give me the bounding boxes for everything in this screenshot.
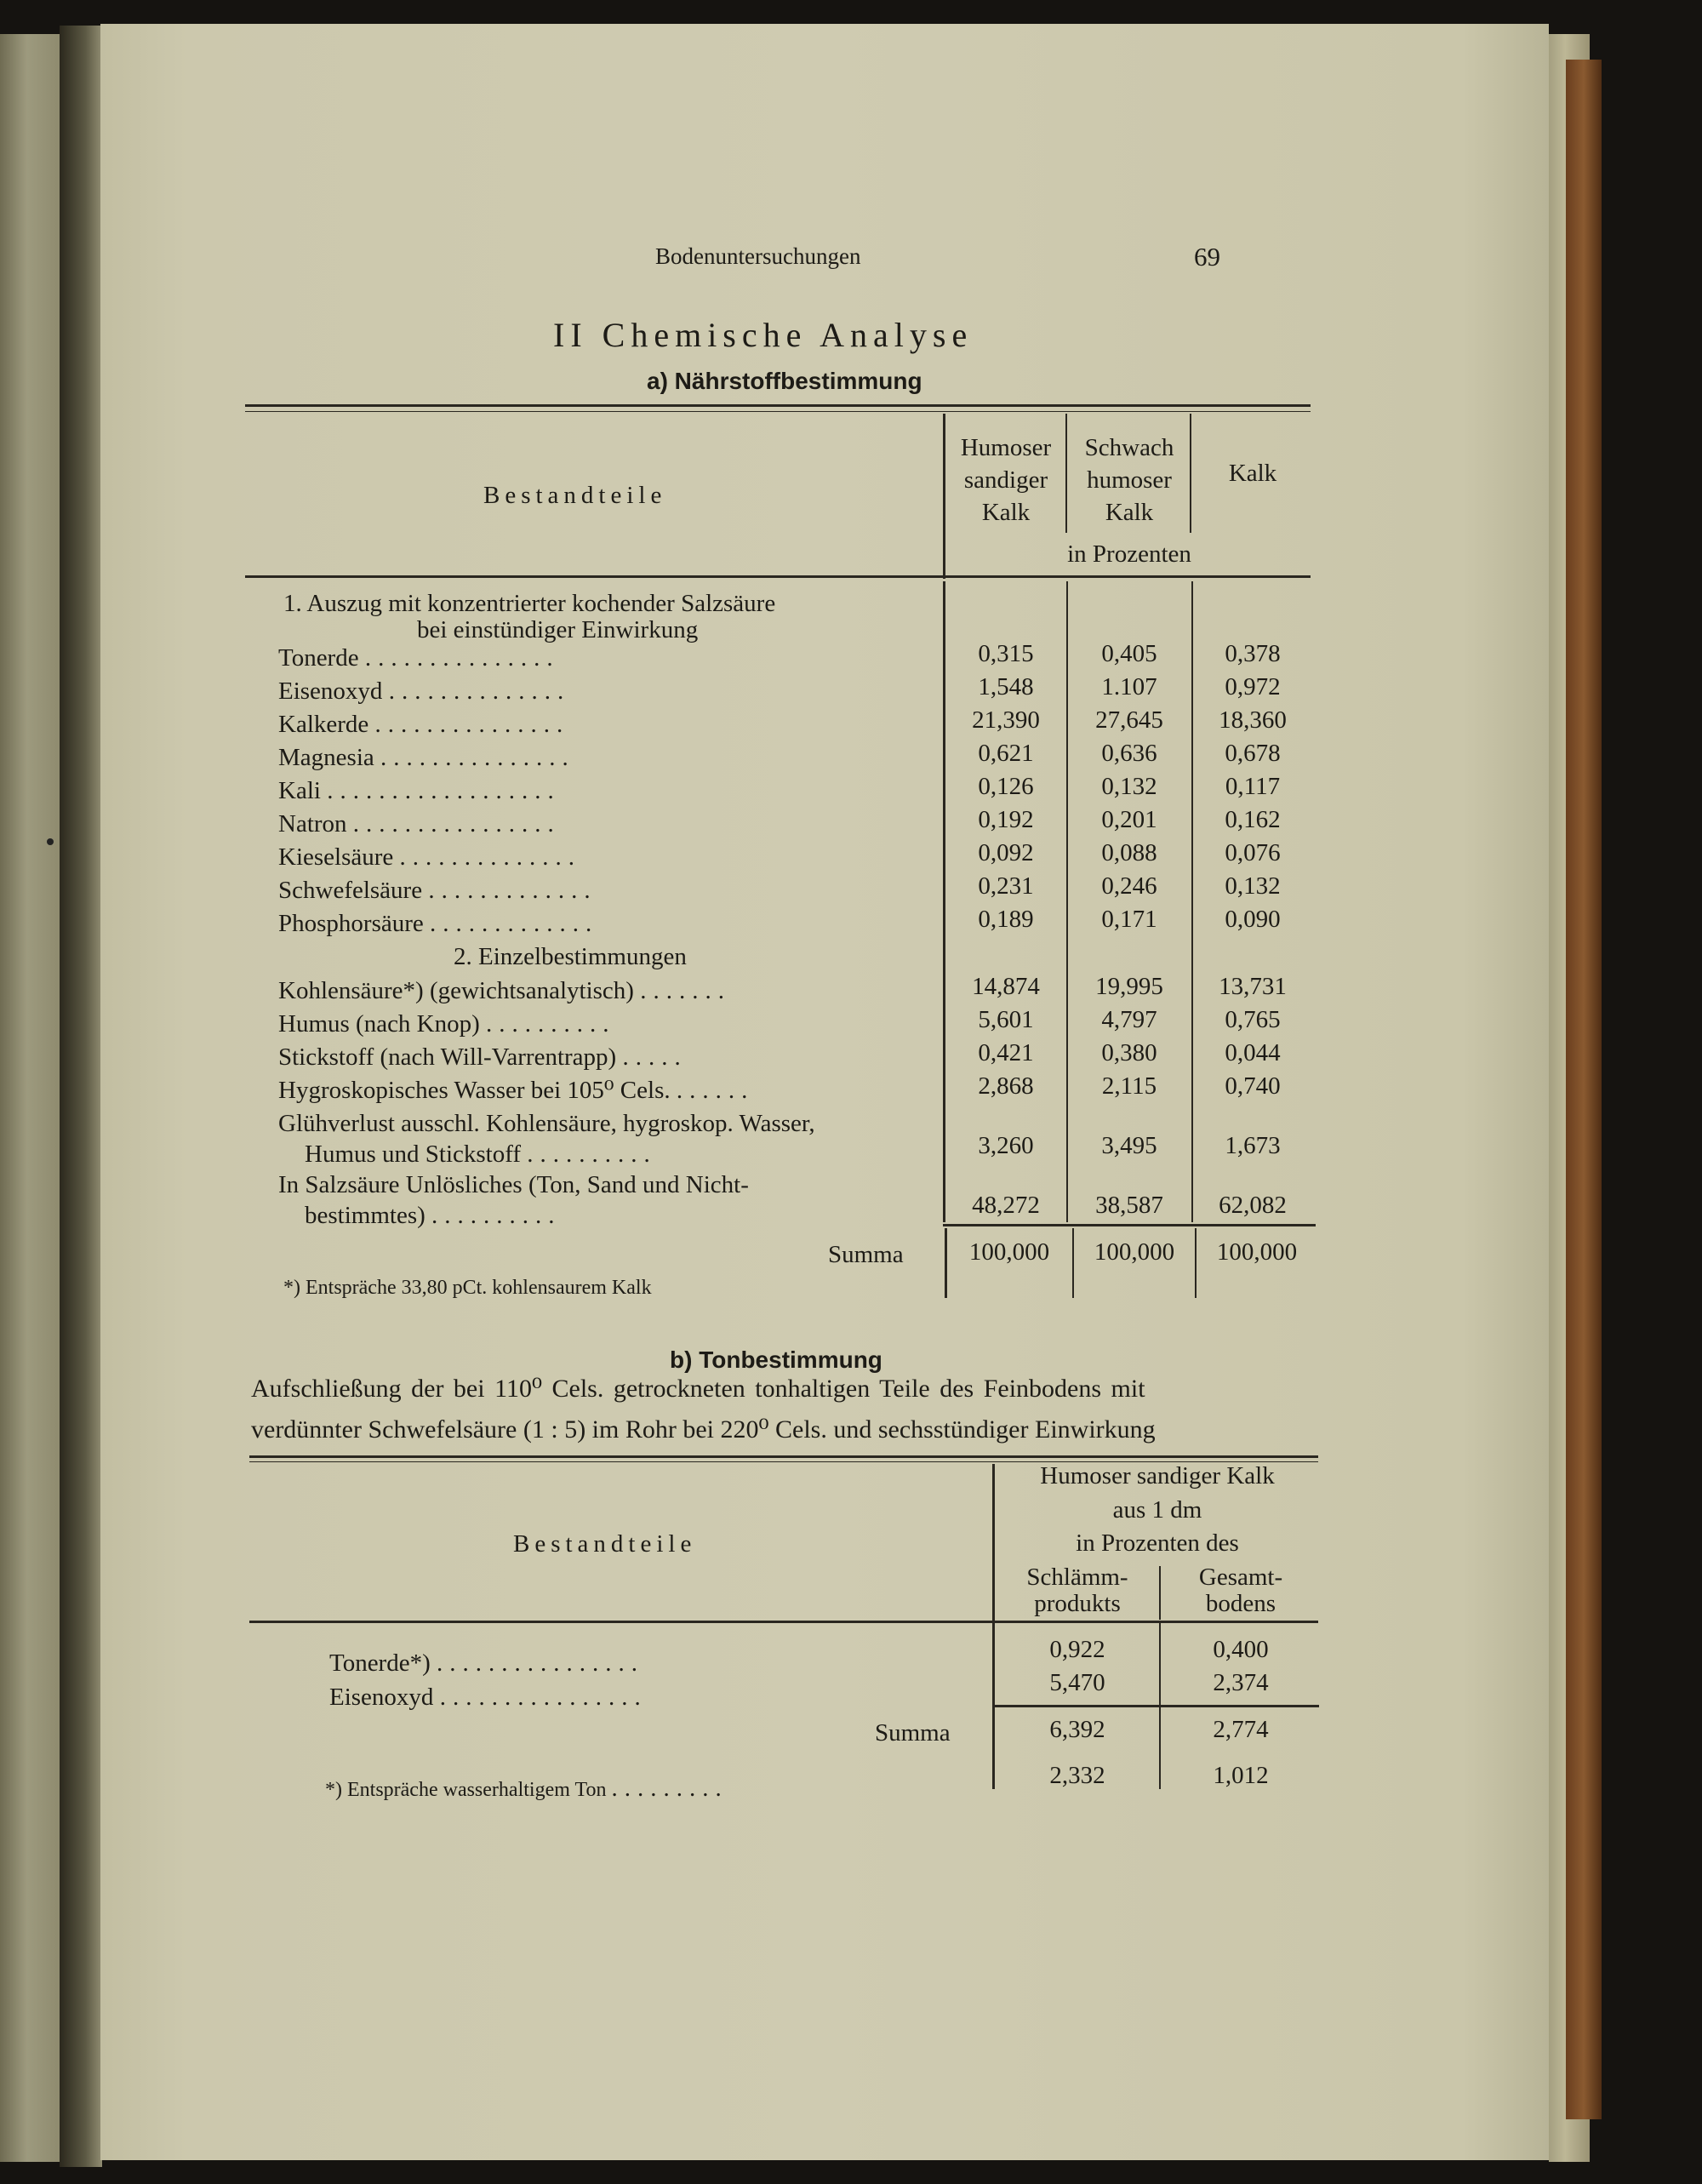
sum-value: 6,392	[1049, 1716, 1105, 1743]
cell-value: 0,421	[978, 1039, 1034, 1066]
leader-dots: .............	[428, 877, 597, 904]
cell-value: 1.107	[1101, 673, 1157, 700]
cell-value: 2,374	[1213, 1669, 1269, 1696]
cell-value: 0,162	[1225, 806, 1281, 833]
row-label: Kalkerde	[278, 711, 369, 738]
col-a3-header: Kalk	[1228, 460, 1277, 487]
cell-value: 1,548	[978, 673, 1034, 700]
row-label: Phosphorsäure	[278, 910, 424, 937]
leader-dots: ..........	[431, 1202, 562, 1229]
leader-dots: ..........	[486, 1010, 616, 1038]
leader-dots: ...............	[364, 644, 560, 672]
cell-value: 0,405	[1101, 640, 1157, 667]
table-a-top-rule	[245, 404, 1311, 407]
cell-value: 0,132	[1225, 872, 1281, 900]
col-a2-header-line3: Kalk	[1105, 499, 1154, 526]
cell-value: 0,044	[1225, 1039, 1281, 1066]
row-label: Kali	[278, 777, 321, 804]
footnote-value: 1,012	[1213, 1762, 1269, 1789]
cell-value: 0,201	[1101, 806, 1157, 833]
table-a-header-rule	[245, 575, 1311, 578]
section-title: II Chemische Analyse	[553, 316, 974, 354]
col-b2-header-line1: Gesamt-	[1198, 1564, 1283, 1591]
table-a-body-vline-1	[943, 581, 945, 1222]
cell-value: 0,400	[1213, 1636, 1269, 1663]
group1-heading-line1: 1. Auszug mit konzentrierter kochender Salzsäure	[283, 590, 776, 617]
cell-value: 0,378	[1225, 640, 1281, 667]
cell-value: 3,495	[1101, 1132, 1157, 1159]
cell-value: 38,587	[1095, 1192, 1163, 1219]
row-label: Eisenoxyd	[329, 1684, 434, 1711]
table-b-intro-line1: Aufschließung der bei 110⁰ Cels. getrockneten tonhaltigen Teile des Feinbodens mit	[251, 1375, 1145, 1403]
cell-value: 19,995	[1095, 973, 1163, 1000]
row-label: Tonerde	[278, 644, 359, 672]
row-label: Stickstoff (nach Will-Varrentrapp)	[278, 1043, 617, 1071]
cell-value: 0,092	[978, 839, 1034, 866]
cell-value: 0,315	[978, 640, 1034, 667]
table-b-header-line2: aus 1 dm	[1112, 1496, 1202, 1524]
col-a2-header-line2: humoser	[1087, 466, 1172, 494]
sum-value: 100,000	[1094, 1238, 1175, 1266]
table-a-body-vline-2	[1066, 581, 1068, 1222]
footnote-value: 2,332	[1049, 1762, 1105, 1789]
cell-value: 14,874	[972, 973, 1040, 1000]
cell-value: 0,189	[978, 906, 1034, 933]
leader-dots: ................	[437, 1649, 644, 1677]
group2-heading: 2. Einzelbestimmungen	[454, 943, 687, 970]
cell-value: 0,171	[1101, 906, 1157, 933]
sum-value: 2,774	[1213, 1716, 1269, 1743]
leader-dots: ................	[439, 1684, 648, 1711]
leader-dots: ................	[352, 810, 561, 838]
cell-value: 0,076	[1225, 839, 1281, 866]
cell-value: 0,740	[1225, 1072, 1281, 1100]
col-a1-header-line2: sandiger	[963, 466, 1048, 494]
cell-value: 0,246	[1101, 872, 1157, 900]
book-binding	[1566, 60, 1602, 2119]
leader-dots: ..........	[527, 1141, 657, 1168]
cell-value: 0,126	[978, 773, 1034, 800]
book-gutter	[60, 26, 102, 2167]
table-a-stub-header: Bestandteile	[483, 482, 667, 509]
row-label: Kieselsäure	[278, 843, 394, 871]
table-a-footnote: *) Entspräche 33,80 pCt. kohlensaurem Kalk	[283, 1277, 652, 1299]
table-a-header-vline-1	[943, 414, 945, 579]
cell-value: 0,090	[1225, 906, 1281, 933]
cell-value: 0,132	[1101, 773, 1157, 800]
cell-value: 21,390	[972, 706, 1040, 734]
row-label-line1: In Salzsäure Unlösliches (Ton, Sand und Nicht-	[278, 1171, 749, 1198]
table-b-sum-rule	[992, 1705, 1319, 1707]
col-b2-header-line2: bodens	[1205, 1590, 1276, 1617]
leader-dots: .......	[640, 977, 731, 1004]
table-b-header-line3: in Prozenten des	[1076, 1529, 1239, 1557]
cell-value: 0,922	[1049, 1636, 1105, 1663]
row-label: Tonerde*)	[329, 1649, 431, 1677]
page-number: 69	[1194, 242, 1220, 272]
cell-value: 0,636	[1101, 740, 1157, 767]
table-a-sum-rule	[943, 1224, 1316, 1226]
cell-value: 62,082	[1219, 1192, 1287, 1219]
row-label: Eisenoxyd	[278, 677, 383, 705]
cell-value: 0,192	[978, 806, 1034, 833]
row-label-line2: Humus und Stickstoff	[305, 1141, 522, 1168]
row-label: Magnesia	[278, 744, 374, 771]
table-b-footnote: *) Entspräche wasserhaltigem Ton	[325, 1779, 607, 1801]
leader-dots: ..............	[399, 843, 582, 871]
sum-value: 100,000	[1216, 1238, 1298, 1266]
col-a1-header-line3: Kalk	[981, 499, 1031, 526]
table-a-title: a) Nährstoffbestimmung	[647, 368, 922, 394]
table-a-header-vline-3	[1190, 414, 1191, 533]
table-b-title: b) Tonbestimmung	[670, 1346, 882, 1373]
cell-value: 48,272	[972, 1192, 1040, 1219]
cell-value: 0,765	[1225, 1006, 1281, 1033]
col-a2-header-line1: Schwach	[1084, 434, 1174, 461]
row-label: Kohlensäure*) (gewichtsanalytisch)	[278, 977, 634, 1004]
cell-value: 1,673	[1225, 1132, 1281, 1159]
cell-value: 2,115	[1101, 1072, 1157, 1100]
cell-value: 4,797	[1101, 1006, 1157, 1033]
sum-value: 100,000	[968, 1238, 1050, 1266]
table-a-header-vline-2	[1065, 414, 1067, 533]
leader-dots: .............	[430, 910, 599, 937]
table-b-header-rule	[249, 1621, 1318, 1623]
table-b-intro-line2: verdünnter Schwefelsäure (1 : 5) im Rohr bei 220⁰ Cels. und sechsstündiger Einwirkung	[251, 1415, 1156, 1444]
left-page-edge	[0, 34, 60, 2162]
cell-value: 18,360	[1219, 706, 1287, 734]
cell-value: 0,380	[1101, 1039, 1157, 1066]
leader-dots: ..............	[388, 677, 571, 705]
leader-dots: ......	[676, 1077, 755, 1104]
row-label: Schwefelsäure	[278, 877, 423, 904]
table-a-unit-label: in Prozenten	[1067, 540, 1191, 568]
leader-dots: ...............	[374, 711, 570, 738]
col-b1-header-line2: produkts	[1034, 1590, 1121, 1617]
table-b-sum-label: Summa	[875, 1719, 951, 1747]
leader-dots: ...............	[380, 744, 575, 771]
cell-value: 2,868	[978, 1072, 1034, 1100]
cell-value: 0,621	[978, 740, 1034, 767]
cell-value: 0,678	[1225, 740, 1281, 767]
cell-value: 5,470	[1049, 1669, 1105, 1696]
table-a-top-rule-thin	[245, 411, 1311, 412]
row-label: Humus (nach Knop)	[278, 1010, 480, 1038]
group1-heading-line2: bei einstündiger Einwirkung	[417, 616, 699, 643]
table-b-stub-header: Bestandteile	[513, 1530, 697, 1558]
row-label: Natron	[278, 810, 347, 838]
cell-value: 0,231	[978, 872, 1034, 900]
cell-value: 27,645	[1095, 706, 1163, 734]
table-b-top-rule	[249, 1455, 1318, 1458]
cell-value: 5,601	[978, 1006, 1034, 1033]
ink-dot	[47, 838, 54, 845]
running-title: Bodenuntersuchungen	[655, 243, 861, 269]
cell-value: 3,260	[978, 1132, 1034, 1159]
table-a-sum-label: Summa	[828, 1241, 904, 1268]
table-b-header-line1: Humoser sandiger Kalk	[1040, 1462, 1275, 1489]
cell-value: 0,088	[1101, 839, 1157, 866]
leader-dots: .........	[611, 1775, 728, 1802]
row-label: Hygroskopisches Wasser bei 105⁰ Cels.	[278, 1077, 671, 1104]
col-b1-header-line1: Schlämm-	[1026, 1564, 1128, 1591]
leader-dots: .....	[622, 1043, 688, 1071]
leader-dots: ..................	[327, 777, 561, 804]
row-label-line1: Glühverlust ausschl. Kohlensäure, hygroskop. Wasser,	[278, 1110, 815, 1137]
table-b-footnote-vline	[992, 1752, 995, 1789]
cell-value: 0,972	[1225, 673, 1281, 700]
col-a1-header-line1: Humoser	[960, 434, 1052, 461]
row-label-line2: bestimmtes)	[305, 1202, 426, 1229]
cell-value: 0,117	[1225, 773, 1281, 800]
cell-value: 13,731	[1219, 973, 1287, 1000]
